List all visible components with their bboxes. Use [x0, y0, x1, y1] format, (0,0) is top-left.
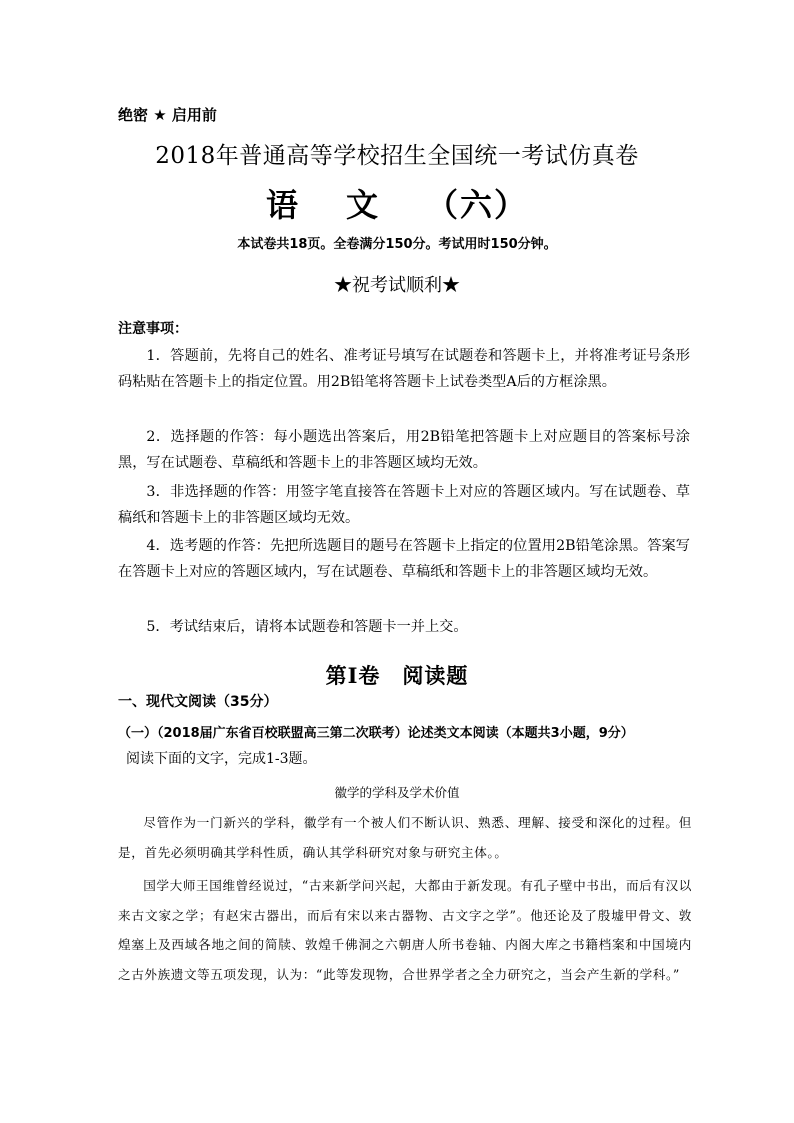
confidential-label: 绝密 ★ 启用前 — [118, 106, 217, 124]
article-title: 徽学的学科及学术价值 — [334, 785, 460, 800]
article-paragraph-1: 尽管作为一门新兴的学科，徽学有一个被人们不断认识、熟悉、理解、接受和深化的过程。但是，首先必须明确其学科性质，确认其学科研究对象与研究主体。。 — [118, 815, 692, 860]
article-paragraph-2: 国学大师王国维曾经说过，“古来新学问兴起，大都由于新发现。有孔子壁中书出，而后有汉以来古文家之学；有赵宋古器出，而后有宋以来古器物、古文字之学”。他还论及了殷墟甲骨文、敦煌塞上及西域各地之间的简牍、敦煌千佛洞之六朝唐人所书卷轴、内阁大库之书籍档案和中国境内之古外族遗文等五项发现，认为：“此等发现物，合世界学者之全力研究之，当会产生新的学科。” — [118, 878, 692, 982]
notice-item-4: 4．选考题的作答：先把所选题目的题号在答题卡上指定的位置用2B铅笔涂黑。答案写在答题卡上对应的答题区域内，写在试题卷、草稿纸和答题卡上的非答题区域均无效。 — [118, 538, 690, 580]
exam-info: 本试卷共18页。全卷满分150分。考试用时150分钟。 — [237, 237, 557, 252]
notice-item-5: 5．考试结束后，请将本试题卷和答题卡一并上交。 — [146, 619, 468, 635]
section-title-part-2: 阅读题 — [402, 663, 469, 688]
exam-title: 2018年普通高等学校招生全国统一考试仿真卷 — [155, 143, 639, 169]
notice-item-3: 3．非选择题的作答：用签字笔直接答在答题卡上对应的答题区域内。写在试题卷、草稿纸和答题卡上的非答题区域均无效。 — [118, 484, 690, 526]
good-luck-banner: ★祝考试顺利★ — [334, 275, 460, 296]
subject-title-part-3: （六） — [426, 186, 529, 224]
notice-item-1: 1．答题前，先将自己的姓名、准考证号填写在试题卷和答题卡上，并将准考证号条形码粘贴在答题卡上的指定位置。用2B铅笔将答题卡上试卷类型A后的方框涂黑。 — [118, 348, 690, 390]
sub-heading: （一）（2018届广东省百校联盟高三第二次联考）论述类文本阅读（本题共3小题，9分） — [118, 726, 634, 741]
subject-title-part-1: 语 — [265, 186, 300, 224]
section-title — [0, 660, 794, 690]
subject-title — [0, 180, 794, 226]
notice-item-2: 2．选择题的作答：每小题选出答案后，用2B铅笔把答题卡上对应题目的答案标号涂黑，写在试题卷、草稿纸和答题卡上的非答题区域均无效。 — [118, 429, 690, 471]
subject-title-part-2: 文 — [345, 186, 380, 224]
section-title-part-1: 第Ⅰ卷 — [325, 663, 381, 688]
part-heading: 一、现代文阅读（35分） — [118, 694, 278, 710]
notice-heading: 注意事项： — [118, 321, 188, 337]
reading-instruction: 阅读下面的文字，完成1-3题。 — [126, 751, 317, 767]
